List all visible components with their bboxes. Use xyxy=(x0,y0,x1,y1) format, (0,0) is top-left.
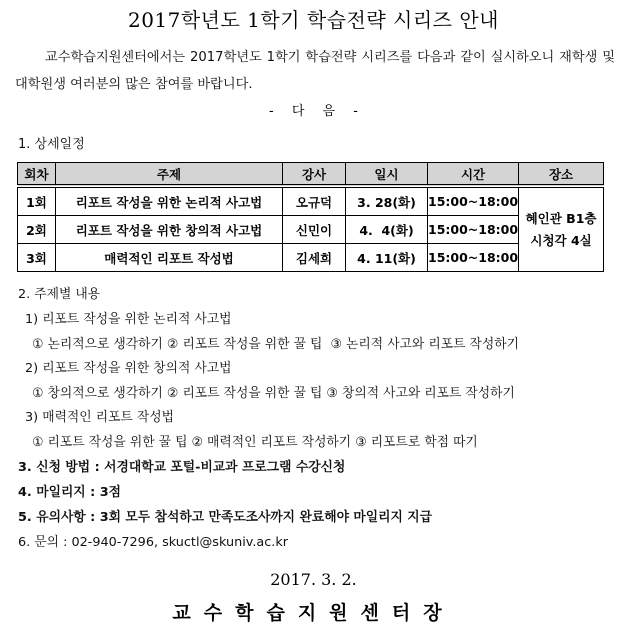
cell-topic: 매력적인 리포트 작성법 xyxy=(56,244,283,272)
cell-instructor: 신민이 xyxy=(283,216,346,244)
signature: 교수학습지원센터장 xyxy=(172,602,455,624)
cell-date: 4. 4(화) xyxy=(346,216,428,244)
cell-session: 2회 xyxy=(18,216,56,244)
section3-application: 3. 신청 방법 : 서경대학교 포털-비교과 프로그램 수강신청 xyxy=(18,460,346,475)
section4-mileage: 4. 마일리지 : 3점 xyxy=(18,485,121,500)
section1-heading: 1. 상세일정 xyxy=(18,137,85,152)
intro-paragraph: 교수학습지원센터에서는 2017학년도 1학기 학습전략 시리즈를 다음과 같이 실시하오니 재학생 및 대학원생 여러분의 많은 참여를 바랍니다. xyxy=(15,50,615,92)
section6-contact: 6. 문의 : 02-940-7296, skuctl@skuniv.ac.kr xyxy=(18,535,289,550)
header-venue: 장소 xyxy=(519,163,604,187)
cell-time: 15:00~18:00 xyxy=(428,186,519,216)
cell-instructor: 김세희 xyxy=(283,244,346,272)
header-instructor: 강사 xyxy=(283,163,346,187)
table-row xyxy=(18,244,604,272)
document-date: 2017. 3. 2. xyxy=(270,570,357,589)
cell-session: 3회 xyxy=(18,244,56,272)
separator-text: - 다 음 - xyxy=(269,104,358,119)
cell-topic: 리포트 작성을 위한 논리적 사고법 xyxy=(56,186,283,216)
cell-venue xyxy=(519,186,604,272)
table-header-row xyxy=(18,163,604,187)
table-row xyxy=(18,216,604,244)
topic2-title: 2) 리포트 작성을 위한 창의적 사고법 xyxy=(25,361,232,376)
header-topic: 주제 xyxy=(56,163,283,187)
header-time: 시간 xyxy=(428,163,519,187)
cell-date: 4. 11(화) xyxy=(346,244,428,272)
cell-time: 15:00~18:00 xyxy=(428,216,519,244)
cell-date: 3. 28(화) xyxy=(346,186,428,216)
header-date: 일시 xyxy=(346,163,428,187)
topic3-details: ① 리포트 작성을 위한 꿀 팁 ② 매력적인 리포트 작성하기 ③ 리포트로 학점 따기 xyxy=(32,435,478,450)
schedule-table xyxy=(17,162,604,272)
table-row xyxy=(18,186,604,216)
cell-instructor: 오규덕 xyxy=(283,186,346,216)
section2-heading: 2. 주제별 내용 xyxy=(18,287,101,302)
venue-line-2: 시청각 4실 xyxy=(530,232,592,248)
document-title: 2017학년도 1학기 학습전략 시리즈 안내 xyxy=(127,8,500,32)
topic1-title: 1) 리포트 작성을 위한 논리적 사고법 xyxy=(25,312,232,327)
topic1-details: ① 논리적으로 생각하기 ② 리포트 작성을 위한 꿀 팁 ③ 논리적 사고와 리포트 작성하기 xyxy=(32,337,519,352)
header-session: 회차 xyxy=(18,163,56,187)
cell-time: 15:00~18:00 xyxy=(428,244,519,272)
venue-line-1: 혜인관 B1층 xyxy=(525,210,597,226)
topic3-title: 3) 매력적인 리포트 작성법 xyxy=(25,410,174,425)
cell-topic: 리포트 작성을 위한 창의적 사고법 xyxy=(56,216,283,244)
section5-notes: 5. 유의사항 : 3회 모두 참석하고 만족도조사까지 완료해야 마일리지 지급 xyxy=(18,510,433,525)
cell-session: 1회 xyxy=(18,186,56,216)
topic2-details: ① 창의적으로 생각하기 ② 리포트 작성을 위한 꿀 팁 ③ 창의적 사고와 리포트 작성하기 xyxy=(32,386,515,401)
